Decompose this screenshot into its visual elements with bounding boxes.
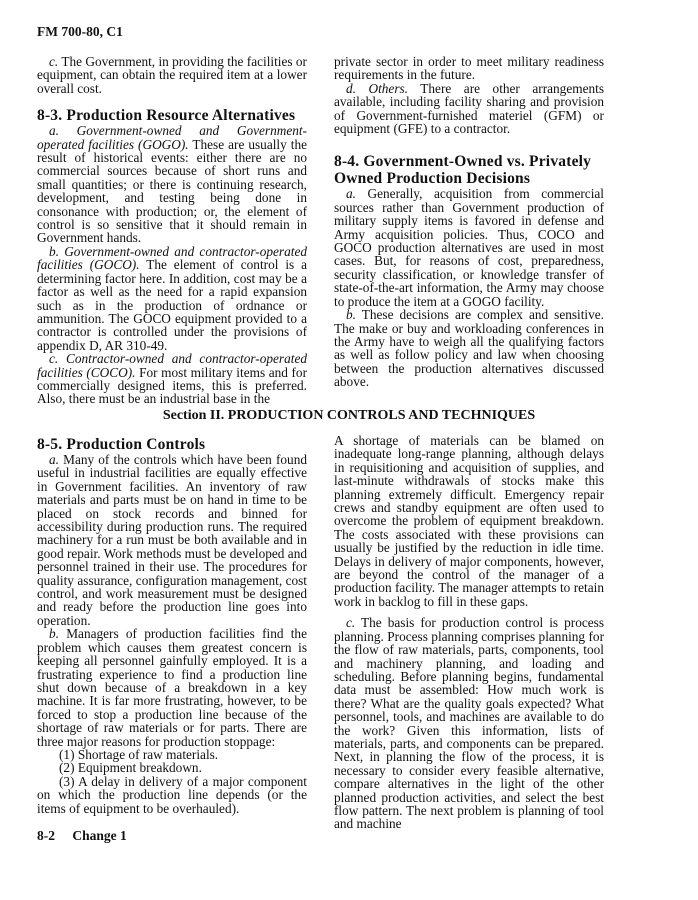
para-text: These decisions are complex and sensitive. The make or buy and workloading conferences in the Army have to weigh all the qualifying factors as well as follow policy and law when choosing between the production alternatives discussed above. [334,307,604,390]
heading-8-5: 8-5. Production Controls [37,436,206,453]
heading-8-4: 8-4. Government-Owned vs. Privately Owned Production Decisions [334,153,592,188]
paragraph-c-coco [37,352,307,406]
para-label: d. Others. [346,80,409,96]
para-label: b. [49,626,59,642]
bottom-right-column [334,434,604,831]
page-number: 8-2 [37,828,55,843]
paragraph-b-decisions [334,308,604,388]
para-label: b. Government-owned and contractor-operated facilities (GOCO). [37,243,307,273]
list-item: (1) Shortage of raw materials. [59,746,219,762]
list-item: (2) Equipment breakdown. [59,760,202,776]
paragraph-b-managers [37,627,307,748]
para-label: c. [346,615,356,631]
para-label: c. [49,54,59,69]
change-label: Change 1 [72,828,127,843]
section-title: Section II. PRODUCTION CONTROLS AND TECHNIQUES [162,408,536,423]
bottom-left-column [37,436,307,815]
continued-text: private sector in order to meet military readiness requirements in the future. [334,54,604,83]
para-text: For most military items and for commercially designed items, this is preferred. Also, there must be an industrial base in the [37,364,307,407]
para-text: The basis for production control is process planning. Process planning comprises planning for the flow of raw materials, parts, components, tool and machinery planning, and loading and scheduling. Before planning begins, fundamental data must be assembled: How much work is there? What are the quality goals expected? What personnel, tools, and machines are available to do the work? Given this information, lists of materials, parts, and components can be prepared. Next, in planning the flow of the process, it is necessary to consider every feasible alternative, compare alternatives in the light of the other planned production activities, and select the best flow pattern. The next problem is planning of tool and machine [334,615,604,832]
para-text: The Government, in providing the facilities or equipment, can obtain the required item at a lower overall cost. [37,54,307,96]
para-text: The element of control is a determining factor here. In addition, cost may be a factor as well as the need for a rapid expansion such as in the production of ordnance or ammunition. The GOCO equipment provided to a contractor is controlled under the provisions of appendix D, AR 310-49. [37,257,307,353]
para-text: Many of the controls which have been found useful in industrial facilities are equally effective in Government facilities. An inventory of raw materials and parts must be on hand in time to be placed on stock records and binned for accessibility during production runs. The required machinery for a run must be both available and in good repair. Work methods must be developed and personnel trained in their use. The procedures for quality assurance, configuration management, cost control, and work measurement must be designed and ready before the production line goes into operation. [37,452,307,628]
para-text: Generally, acquisition from commercial sources rather than Government production of military supply items is favored in defense and Army acquisition policies. Thus, COCO and GOCO production alternatives are used in most cases. But, for reasons of cost, preparedness, security classification, or knowledge transfer of state-of-the-art information, the Army may choose to produce the item at a GOGO facility. [334,186,604,309]
para-text: Managers of production facilities find the problem which causes them greatest concern is keeping all personnel gainfully employed. It is a frustrating experience to find a production line shut down because of a breakdown in a key machine. It is far more frustrating, however, to be forced to stop a production line because of the shortage of raw materials or for parts. There are three major reasons for production stoppage: [37,626,307,749]
top-left-column [37,55,307,406]
heading-8-3: 8-3. Production Resource Alternatives [37,107,296,125]
para-text: These are usually the result of historical events: either there are no commercial sources because of short runs and small quantities; or there is continuing research, development, and testing being done in consonance with production; or, the element of control is so sensitive that it should remain in Government hands. [37,136,307,246]
paragraph-a-controls [37,453,307,627]
page-footer [37,828,141,844]
paragraph-b-goco [37,245,307,352]
list-item: (3) A delay in delivery of a major component on which the production line depends (or the items of equipment to be overhauled). [37,773,307,816]
continued-text: A shortage of materials can be blamed on inadequate long-range planning, although delays in requisitioning and acquisition of supplies, and last-minute withdrawals of stocks make this planning extremely difficult. Emergency repair crews and standby equipment are often used to overcome the problem of equipment breakdown. The costs associated with these provisions can usually be justified by the reduction in idle time. Delays in delivery of major components, however, are beyond the control of the manager of a production facility. The manager attempts to retain work in backlog to fill in these gaps. [334,433,604,609]
para-label: c. Contractor-owned and contractor-operated facilities (COCO). [37,351,307,380]
paragraph-d-others [334,82,604,136]
para-text: There are other arrangements available, including facility sharing and provision of Government-furnished materiel (GFM) or equipment (GFE) to a contractor. [334,80,604,137]
paragraph-a-generally [334,187,604,308]
para-label: a. Government-owned and Government-operated facilities (GOGO). [37,123,307,152]
para-label: b. [346,307,356,323]
para-label: a. [49,452,59,467]
top-right-column [334,55,604,389]
paragraph-c [37,55,307,95]
paragraph-a-gogo [37,124,307,245]
para-label: a. [346,186,356,202]
paragraph-c-basis [334,616,604,831]
document-id-header: FM 700-80, C1 [37,24,123,39]
